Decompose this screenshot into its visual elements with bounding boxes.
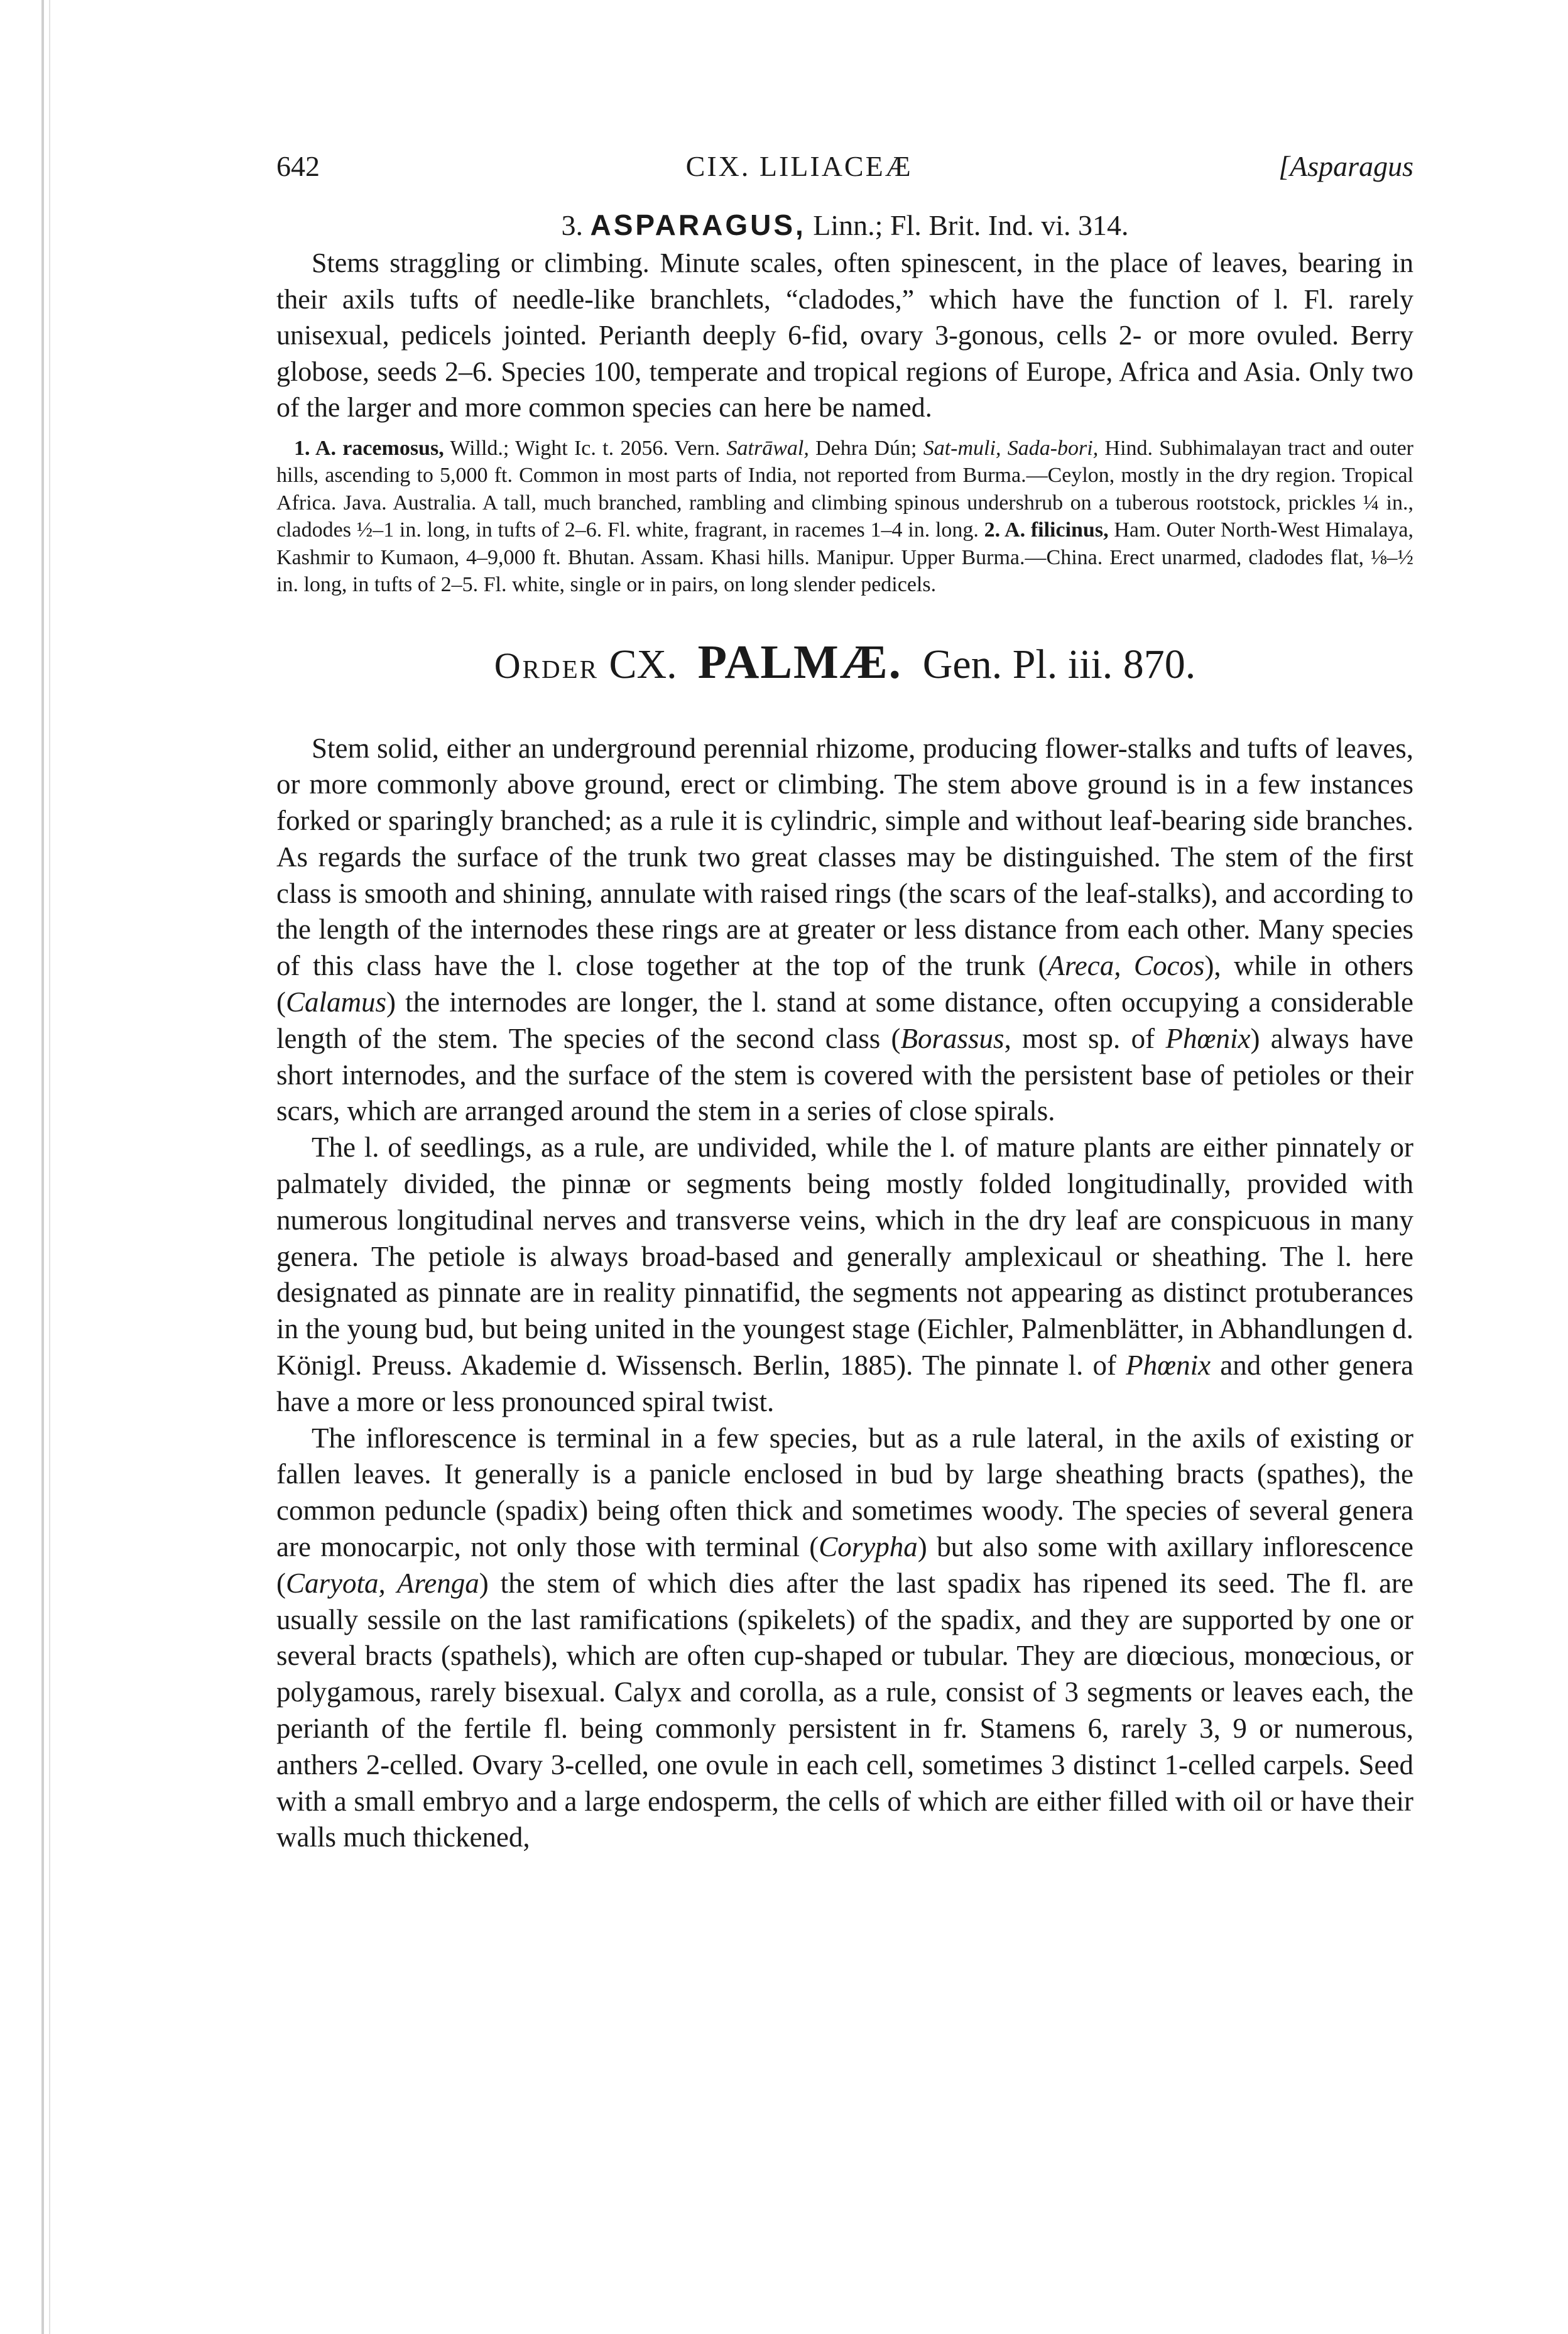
- species-2-name: 2. A. filicinus,: [984, 518, 1109, 542]
- species-1-text-a: Willd.; Wight Ic. t. 2056. Vern.: [444, 436, 727, 460]
- page-binding-edge-inner: [49, 0, 50, 2334]
- order-heading: [276, 634, 1413, 694]
- genus-heading: [276, 205, 1413, 245]
- palmae-paragraph-3: [276, 1421, 1413, 1857]
- genus-description: Stems straggling or climbing. Minute scales, often spinescent, in the place of leaves, bearing in their axils tufts of needle-like branchlets, “cladodes,” which have the function of l. Fl. rarely unisexual, pedicels jointed. Perianth deeply 6-fid, ovary 3-gonous, cells 2- or more ovuled. Berry globose, seeds 2–6. Species 100, temperate and tropical regions of Europe, Africa and Asia. Only two of the larger and more common species can here be named.: [276, 248, 1413, 423]
- p1-text-a: Stem solid, either an underground perennial rhizome, producing flower-stalks and tufts of leaves, or more commonly above ground, erect or climbing. The stem above ground is in a few instances forked or sparingly branched; as a rule it is cylindric, simple and without leaf-bearing side branches. As regards the surface of the trunk two great classes may be distinguished. The stem of the first class is smooth and shining, annulate with raised rings (the scars of the leaf-stalks), and according to the length of the internodes these rings are at greater or less distance from each other. Many species of this class have the l. close together at the top of the trunk (: [276, 732, 1413, 982]
- p1-genus-phoenix: Phœnix: [1165, 1022, 1251, 1054]
- species-1-name: 1. A. racemosus,: [294, 436, 444, 460]
- p1-text-e: ) always have short internodes, and the surface of the stem is covered with the persistent base of petioles or their scars, which are arranged around the stem in a series of close spirals.: [276, 1022, 1414, 1127]
- page-binding-edge: [41, 0, 44, 2334]
- palmae-paragraph-1: [276, 731, 1413, 1130]
- p2-text-b: and other genera have a more or less pronounced spiral twist.: [276, 1350, 1413, 1417]
- order-label: Order: [494, 645, 599, 686]
- p3-text-c: ) the stem of which dies after the last spadix has ripened its seed. The fl. are usually sessile on the last ramifications (spikelets) of the spadix, and they are supported by one or several bracts (spathels), which are often cup-shaped or tubular. They are diœcious, monœcious, or polygamous, rarely bisexual. Calyx and corolla, as a rule, consist of 3 segments or leaves each, the perianth of the fertile fl. being commonly persistent in fr. Stamens 6, rarely 3, 9 or numerous, anthers 2-celled. Ovary 3-celled, one ovule in each cell, sometimes 3 distinct 1-celled carpels. Seed with a small embryo and a large endosperm, the cells of which are either filled with oil or have their walls much thickened,: [276, 1567, 1413, 1853]
- running-head: [276, 148, 1413, 188]
- order-number: CX.: [609, 641, 677, 687]
- genus-number: 3.: [561, 209, 583, 241]
- p3-genus-caryota-arenga: Caryota, Arenga: [286, 1567, 479, 1599]
- p1-genus-areca: Areca, Cocos: [1047, 950, 1205, 982]
- genus-name: ASPARAGUS,: [590, 209, 806, 241]
- p3-genus-corypha: Corypha: [819, 1531, 918, 1563]
- p2-genus-phoenix: Phœnix: [1126, 1350, 1211, 1382]
- species-notes: [276, 435, 1413, 599]
- running-head-title: CIX. LILIACEÆ: [685, 150, 913, 182]
- order-citation: Gen. Pl. iii. 870.: [922, 641, 1196, 687]
- p1-text-c: ) the internodes are longer, the l. stand at some distance, often occupying a considerable length of the stem. The species of the second class (: [276, 986, 1413, 1054]
- species-1-vernacular-1: Satrāwal,: [726, 436, 809, 460]
- book-page: [276, 148, 1413, 1856]
- p1-genus-borassus: Borassus: [900, 1022, 1004, 1054]
- p1-text-d: , most sp. of: [1004, 1022, 1166, 1054]
- p3-text-b: ) but also some with axillary inflorescence (: [276, 1531, 1414, 1599]
- p2-text-a: The l. of seedlings, as a rule, are undivided, while the l. of mature plants are either pinnately or palmately divided, the pinnæ or segments being mostly folded longitudinally, provided with numerous longitudinal nerves and transverse veins, which in the dry leaf are conspicuous in many genera. The petiole is always broad-based and generally amplexicaul or sheathing. The l. here designated as pinnate are in reality pinnatifid, the segments not appearing as distinct protuberances in the young bud, but being united in the youngest stage (Eichler, Palmenblätter, in Abhandlungen d. Königl. Preuss. Akademie d. Wissensch. Berlin, 1885). The pinnate l. of: [276, 1132, 1413, 1382]
- p3-text-a: The inflorescence is terminal in a few species, but as a rule lateral, in the axils of existing or fallen leaves. It generally is a panicle enclosed in bud by large sheathing bracts (spathes), the common peduncle (spadix) being often thick and sometimes woody. The species of several genera are monocarpic, not only those with terminal (: [276, 1422, 1413, 1563]
- species-1-vernacular-2: Sat-muli, Sada-bori,: [923, 436, 1099, 460]
- p1-genus-calamus: Calamus: [286, 986, 387, 1018]
- family-name: PALMÆ.: [697, 635, 902, 689]
- genus-citation: Linn.; Fl. Brit. Ind. vi. 314.: [813, 209, 1129, 241]
- palmae-description: [276, 731, 1413, 1857]
- p1-text-b: ), while in others (: [276, 950, 1414, 1018]
- species-1-text-c: Hind. Subhimalayan tract and outer hills, ascending to 5,000 ft. Common in most parts of India, not reported from Burma.—Ceylon, mostly in the dry region. Tropical Africa. Java. Australia. A tall, much branched, rambling and climbing spinous undershrub on a tuberous rootstock, prickles ¼ in., cladodes ½–1 in. long, in tufts of 2–6. Fl. white, fragrant, in racemes 1–4 in. long.: [276, 436, 1413, 542]
- species-1-text-b: Dehra Dún;: [808, 436, 923, 460]
- page-number: 642: [276, 150, 320, 182]
- catchword: [Asparagus: [1278, 150, 1413, 182]
- species-2-text: Ham. Outer North-West Himalaya, Kashmir to Kumaon, 4–9,000 ft. Bhutan. Assam. Khasi hills. Manipur. Upper Burma.—China. Erect unarmed, cladodes flat, ⅛–½ in. long, in tufts of 2–5. Fl. white, single or in pairs, on long slender pedicels.: [276, 518, 1414, 596]
- species-paragraph: [276, 435, 1413, 599]
- palmae-paragraph-2: [276, 1130, 1413, 1420]
